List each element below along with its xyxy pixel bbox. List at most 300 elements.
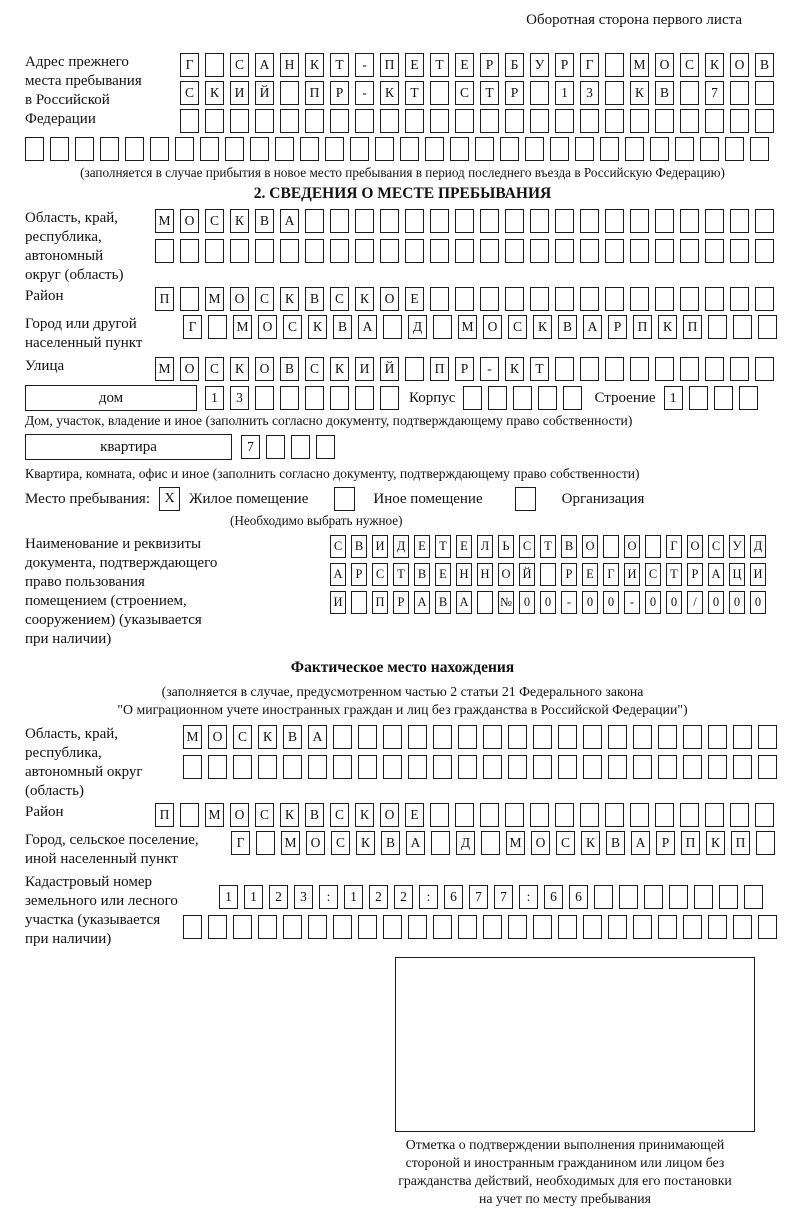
char-cell [705,109,724,133]
char-cell [433,315,452,339]
char-cell [563,386,582,410]
char-cell: Т [540,535,556,558]
prev-address-label: Адрес прежнего места пребывания в Российской Федерации [25,54,142,127]
fact-cadastral-rows [183,885,777,939]
char-cell [655,209,674,233]
s2-city-cells [183,315,777,339]
char-cell [208,915,227,939]
s2-document-row-2 [330,563,766,586]
apartment-box: квартира [25,434,232,460]
char-cell [433,725,452,749]
char-cell: И [355,357,374,381]
char-cell [308,755,327,779]
stay-type-checkbox-other [334,487,355,511]
char-cell [75,137,94,161]
stamp-caption: Отметка о подтверждении выполнения принимающей стороной и иностранным гражданином или лицом без гражданства действий, необходимых для его постановки на учет по месту пребывания [398,1137,732,1206]
char-cell [180,287,199,311]
actual-location-note-2: "О миграционном учете иностранных граждан и лиц без гражданства в Российской Федерации") [117,702,688,717]
char-cell [505,109,524,133]
char-cell [608,915,627,939]
fact-city-cells [231,831,775,855]
char-cell [705,803,724,827]
char-cell: О [483,315,502,339]
stay-type-option-residential-label: Жилое помещение [189,490,309,507]
char-cell [480,803,499,827]
s2-region-block [25,209,780,285]
char-cell [316,435,335,459]
char-cell: К [706,831,725,855]
char-cell: Д [408,315,427,339]
char-cell: К [533,315,552,339]
char-cell [608,725,627,749]
char-cell [575,137,594,161]
char-cell [733,315,752,339]
char-cell [680,803,699,827]
stay-type-checkbox-organization [515,487,536,511]
char-cell: Й [519,563,535,586]
char-cell: : [519,885,538,909]
char-cell: Г [180,53,199,77]
stay-type-row [25,487,780,511]
char-cell [555,357,574,381]
char-cell [208,315,227,339]
char-cell [358,725,377,749]
char-cell [550,137,569,161]
char-cell [375,137,394,161]
char-cell [355,239,374,263]
char-cell: В [333,315,352,339]
char-cell: 3 [230,386,249,410]
char-cell: Г [231,831,250,855]
char-cell [350,137,369,161]
char-cell: 0 [582,591,598,614]
char-cell [530,803,549,827]
fact-region-row-1 [183,725,777,749]
char-cell [655,287,674,311]
char-cell: М [155,357,174,381]
char-cell [505,803,524,827]
char-cell: 2 [369,885,388,909]
char-cell [405,357,424,381]
char-cell: У [729,535,745,558]
char-cell: П [380,53,399,77]
char-cell [256,831,275,855]
char-cell: О [380,287,399,311]
char-cell [330,209,349,233]
char-cell [280,81,299,105]
char-cell [383,755,402,779]
char-cell [583,725,602,749]
char-cell [355,386,374,410]
char-cell: Р [505,81,524,105]
s2-document-rows [330,535,766,614]
char-cell [383,915,402,939]
char-cell [583,755,602,779]
actual-location-title: Фактическое место нахождения [290,659,515,676]
char-cell: / [687,591,703,614]
char-cell: О [624,535,640,558]
char-cell: П [372,591,388,614]
char-cell [530,287,549,311]
char-cell [383,725,402,749]
char-cell [450,137,469,161]
char-cell: М [233,315,252,339]
char-cell [580,357,599,381]
stay-type-note: (Необходимо выбрать нужное) [230,513,403,528]
char-cell [733,725,752,749]
char-cell: Л [477,535,493,558]
char-cell [480,239,499,263]
char-cell [433,915,452,939]
char-cell [605,239,624,263]
s2-city-block [25,315,780,353]
char-cell: О [180,209,199,233]
char-cell [230,109,249,133]
char-cell: 6 [544,885,563,909]
char-cell: О [180,357,199,381]
char-cell: С [645,563,661,586]
char-cell [603,535,619,558]
char-cell [605,53,624,77]
char-cell [744,885,763,909]
char-cell [680,81,699,105]
char-cell: - [355,53,374,77]
char-cell: 0 [666,591,682,614]
char-cell: И [624,563,640,586]
char-cell [525,137,544,161]
char-cell: Д [750,535,766,558]
char-cell: 7 [705,81,724,105]
char-cell: Р [687,563,703,586]
s2-document-row-3 [330,591,766,614]
char-cell: Р [555,53,574,77]
char-cell: С [708,535,724,558]
s2-city-label: Город или другой населенный пункт [25,316,143,351]
char-cell: О [208,725,227,749]
fact-region-row-2 [183,755,777,779]
char-cell: С [519,535,535,558]
char-cell: 0 [708,591,724,614]
s2-district-row [25,287,780,311]
s2-region-row-1 [155,209,774,233]
house-caption: Дом, участок, владение и иное (заполнить согласно документу, подтверждающему право собственности) [25,413,633,428]
char-cell [758,315,777,339]
char-cell [730,357,749,381]
char-cell [333,755,352,779]
char-cell: К [230,209,249,233]
char-cell [305,386,324,410]
char-cell [705,287,724,311]
char-cell: С [330,803,349,827]
char-cell [280,386,299,410]
char-cell [458,755,477,779]
char-cell: И [330,591,346,614]
char-cell [708,755,727,779]
char-cell [533,725,552,749]
char-cell: 1 [664,386,683,410]
char-cell: : [319,885,338,909]
char-cell [180,109,199,133]
fact-region-label: Область, край, республика, автономный округ (область) [25,726,143,799]
char-cell: 2 [394,885,413,909]
char-cell: Р [455,357,474,381]
char-cell [608,755,627,779]
char-cell [305,109,324,133]
char-cell: Р [330,81,349,105]
char-cell [100,137,119,161]
char-cell [280,109,299,133]
char-cell [283,755,302,779]
char-cell [630,239,649,263]
char-cell [755,357,774,381]
char-cell [405,209,424,233]
char-cell [455,209,474,233]
char-cell [633,725,652,749]
char-cell [205,109,224,133]
char-cell: Т [430,53,449,77]
char-cell [380,386,399,410]
char-cell: 0 [603,591,619,614]
char-cell [330,239,349,263]
char-cell [739,386,758,410]
char-cell [675,137,694,161]
char-cell [758,725,777,749]
char-cell: К [630,81,649,105]
char-cell [230,239,249,263]
char-cell [558,915,577,939]
char-cell: 0 [645,591,661,614]
char-cell: Т [530,357,549,381]
char-cell: Р [561,563,577,586]
char-cell: - [624,591,640,614]
char-cell: 1 [555,81,574,105]
char-cell [540,563,556,586]
char-cell: М [155,209,174,233]
char-cell: Р [480,53,499,77]
char-cell: М [281,831,300,855]
char-cell: О [380,803,399,827]
char-cell: В [283,725,302,749]
char-cell: С [283,315,302,339]
actual-location-note-1: (заполняется в случае, предусмотренном частью 2 статьи 21 Федерального закона [161,684,644,699]
s2-street-cells [155,357,774,381]
char-cell [683,725,702,749]
char-cell [708,315,727,339]
stay-type-label: Место пребывания: [25,490,150,507]
char-cell: К [355,803,374,827]
char-cell: П [681,831,700,855]
char-cell [408,725,427,749]
char-cell: С [330,287,349,311]
char-cell [183,755,202,779]
char-cell: О [230,287,249,311]
char-cell [755,109,774,133]
char-cell [380,209,399,233]
char-cell: А [406,831,425,855]
char-cell: Е [455,53,474,77]
char-cell [558,725,577,749]
char-cell [430,109,449,133]
char-cell [330,109,349,133]
char-cell [430,81,449,105]
char-cell: 1 [219,885,238,909]
char-cell: 6 [569,885,588,909]
char-cell: М [183,725,202,749]
char-cell [380,239,399,263]
char-cell: - [355,81,374,105]
back-side-note: Оборотная сторона первого листа [526,12,742,28]
char-cell [680,357,699,381]
char-cell [175,137,194,161]
char-cell [555,239,574,263]
char-cell: Г [580,53,599,77]
char-cell [558,755,577,779]
char-cell [355,109,374,133]
char-cell: К [258,725,277,749]
s2-district-cells [155,287,774,311]
char-cell [477,591,493,614]
char-cell [283,915,302,939]
char-cell [408,915,427,939]
fact-district-label: Район [25,804,64,820]
char-cell [258,915,277,939]
char-cell: С [455,81,474,105]
s2-house-row [25,385,780,411]
prev-address-rows [180,53,774,133]
char-cell [351,591,367,614]
char-cell: Й [380,357,399,381]
char-cell [480,109,499,133]
char-cell [431,831,450,855]
char-cell: А [414,591,430,614]
char-cell [658,915,677,939]
char-cell [583,915,602,939]
char-cell [700,137,719,161]
section2-title: 2. СВЕДЕНИЯ О МЕСТЕ ПРЕБЫВАНИЯ [253,185,552,202]
char-cell [658,725,677,749]
stay-type-option-other-label: Иное помещение [373,490,483,507]
char-cell [538,386,557,410]
char-cell: Д [456,831,475,855]
char-cell: Т [330,53,349,77]
char-cell [680,209,699,233]
char-cell: Р [351,563,367,586]
char-cell: А [330,563,346,586]
char-cell [630,109,649,133]
char-cell: - [480,357,499,381]
char-cell: Е [456,535,472,558]
char-cell [458,725,477,749]
fact-cadastral-label: Кадастровый номер земельного или лесного участка (указывается при наличии) [25,874,178,947]
char-cell [125,137,144,161]
char-cell: Р [656,831,675,855]
char-cell: М [630,53,649,77]
char-cell: С [205,357,224,381]
char-cell [475,137,494,161]
char-cell: Т [480,81,499,105]
char-cell: П [683,315,702,339]
char-cell [644,885,663,909]
char-cell: Б [505,53,524,77]
char-cell [633,755,652,779]
char-cell [233,915,252,939]
char-cell [233,755,252,779]
char-cell [755,803,774,827]
char-cell [580,239,599,263]
char-cell [758,915,777,939]
char-cell: В [414,563,430,586]
char-cell: К [581,831,600,855]
char-cell: К [308,315,327,339]
char-cell [708,725,727,749]
char-cell: Е [405,53,424,77]
char-cell [483,915,502,939]
char-cell [730,81,749,105]
char-cell [555,803,574,827]
apartment-cells [241,435,335,459]
fact-region-block [25,725,780,801]
char-cell: Г [603,563,619,586]
char-cell: С [180,81,199,105]
char-cell: К [305,53,324,77]
char-cell: С [508,315,527,339]
char-cell [400,137,419,161]
char-cell [750,137,769,161]
char-cell [458,915,477,939]
char-cell: М [458,315,477,339]
char-cell: В [435,591,451,614]
char-cell [430,287,449,311]
char-cell [605,109,624,133]
char-cell: С [255,287,274,311]
char-cell [655,803,674,827]
char-cell [705,357,724,381]
char-cell: 0 [729,591,745,614]
char-cell [508,915,527,939]
char-cell [733,755,752,779]
char-cell [755,287,774,311]
char-cell: С [331,831,350,855]
char-cell: О [306,831,325,855]
char-cell: К [230,357,249,381]
char-cell: В [381,831,400,855]
char-cell [225,137,244,161]
char-cell [25,137,44,161]
char-cell [705,209,724,233]
char-cell: И [230,81,249,105]
char-cell [405,109,424,133]
char-cell: А [583,315,602,339]
char-cell [683,915,702,939]
char-cell [719,885,738,909]
char-cell [291,435,310,459]
char-cell: А [631,831,650,855]
char-cell [645,535,661,558]
char-cell: 7 [469,885,488,909]
char-cell [455,803,474,827]
char-cell [183,915,202,939]
char-cell [275,137,294,161]
char-cell: О [531,831,550,855]
char-cell: К [330,357,349,381]
char-cell [555,209,574,233]
char-cell: С [556,831,575,855]
char-cell [481,831,500,855]
char-cell [655,357,674,381]
char-cell [689,386,708,410]
char-cell [630,209,649,233]
char-cell [630,803,649,827]
